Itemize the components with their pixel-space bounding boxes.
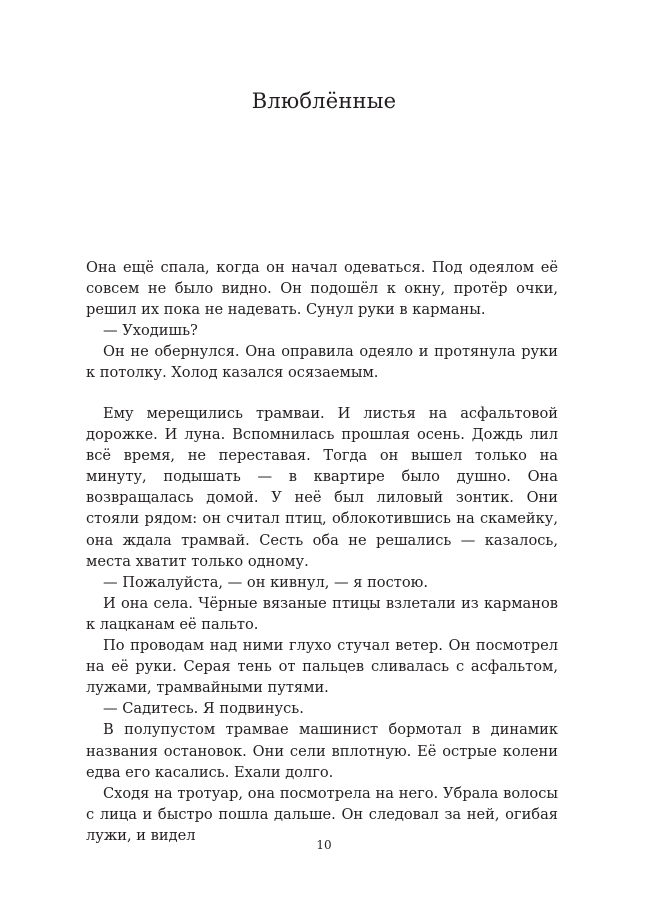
page-number: 10	[316, 838, 332, 852]
paragraph: В полупустом трамвае машинист бормотал в динамик названия остановок. Они сели вплотную. Её острые колени едва его касались. Ехали долго.	[86, 721, 558, 781]
paragraph: Он не обернулся. Она оправила одеяло и протянула руки к потолку. Холод казался осязаемым.	[86, 343, 558, 382]
paragraph: И она села. Чёрные вязаные птицы взлетали из карманов к лацканам её пальто.	[86, 594, 558, 633]
paragraph: Сходя на тротуар, она посмотрела на него. Убрала волосы с лица и быстро пошла дальше. Он следовал за ней, огибая лужи, и видел	[86, 784, 558, 844]
paragraph: — Пожалуйста, — он кивнул, — я постою.	[103, 573, 428, 591]
paragraph: Ему мерещились трамваи. И листья на асфальтовой дорожке. И луна. Вспомнилась прошлая осень. Дождь лил всё время, не переставая. Тогда он вышел только на минуту, подышать — в квартире было душно. Она возвращалась домой. У неё был лиловый зонтик. Они стояли рядом: он считал птиц, облокотившись на скамейку, она ждала трамвай. Сесть оба не решались — казалось, места хватит только одному.	[86, 405, 558, 570]
text-block-2	[86, 403, 558, 846]
chapter-title: Влюблённые	[251, 89, 397, 113]
paragraph: — Уходишь?	[103, 322, 198, 340]
paragraph: Она ещё спала, когда он начал одеваться. Под одеялом её совсем не было видно. Он подошёл к окну, протёр очки, решил их пока не надевать. Сунул руки в карманы.	[86, 259, 558, 319]
paragraph: — Садитесь. Я подвинусь.	[103, 700, 304, 718]
text-block-1	[86, 257, 558, 384]
paragraph: По проводам над ними глухо стучал ветер. Он посмотрел на её руки. Серая тень от пальцев сливалась с асфальтом, лужами, трамвайными путями.	[86, 637, 558, 697]
